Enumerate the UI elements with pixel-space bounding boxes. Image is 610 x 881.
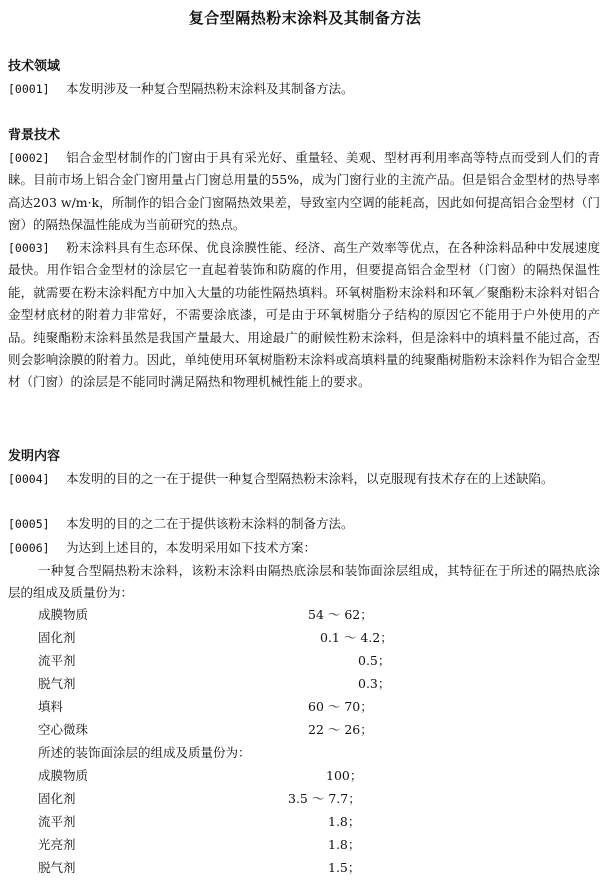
base-coat-row <box>38 650 578 672</box>
component-name: 流平剂 <box>38 653 76 668</box>
paragraph-0005 <box>8 513 600 535</box>
base-coat-row <box>38 627 578 649</box>
component-name: 光亮剂 <box>38 837 76 852</box>
paragraph-number: [0006] <box>8 541 50 555</box>
top-coat-intro: 所述的装饰面涂层的组成及质量份为： <box>38 745 251 760</box>
component-amount: 3.5 ～ 7.7； <box>288 791 361 806</box>
top-coat-row <box>38 788 578 810</box>
component-amount: 100； <box>326 768 363 783</box>
component-amount: 0.1 ～ 4.2； <box>320 630 393 645</box>
paragraph-text: 为达到上述目的，本发明采用如下技术方案： <box>66 540 317 555</box>
component-name: 填料 <box>38 699 64 714</box>
component-name: 流平剂 <box>38 814 76 829</box>
top-coat-row <box>38 834 578 856</box>
paragraph-0003 <box>8 237 600 394</box>
paragraph-text: 本发明涉及一种复合型隔热粉末涂料及其制备方法。 <box>66 81 354 96</box>
component-amount: 0.3； <box>358 676 391 691</box>
paragraph-number: [0005] <box>8 517 50 531</box>
component-name: 空心微珠 <box>38 722 89 737</box>
component-name: 固化剂 <box>38 791 76 806</box>
base-coat-row <box>38 696 578 718</box>
paragraph-0001 <box>8 78 600 100</box>
component-amount: 54 ～ 62； <box>308 607 373 622</box>
component-name: 成膜物质 <box>38 607 89 622</box>
paragraph-text: 粉末涂料具有生态环保、优良涂膜性能、经济、高生产效率等优点，在各种涂料品种中发展速度最快。用作铝合金型材的涂层它一直起着装饰和防腐的作用，但要提高铝合金型材（门窗）的隔热保温性能，就需要在粉末涂料配方中加入大量的功能性隔热填料。环氧树脂粉末涂料和环氧／聚酯粉末涂料对铝合金型材底材的附着力非常好，不需要涂底漆，可是由于环氧树脂分子结构的原因它不能用于户外使用的产品。纯聚酯粉末涂料虽然是我国产量最大、用途最广的耐候性粉末涂料，但是涂料中的填料量不能过高，否则会影响涂膜的附着力。因此，单纯使用环氧树脂粉末涂料或高填料量的纯聚酯树脂粉末涂料作为铝合金型材（门窗）的涂层是不能同时满足隔热和物理机械性能上的要求。 <box>8 240 600 390</box>
component-name: 脱气剂 <box>38 676 76 691</box>
top-coat-row <box>38 811 578 833</box>
component-name: 脱气剂 <box>38 860 76 875</box>
base-coat-row <box>38 719 578 741</box>
component-amount: 0.5； <box>358 653 391 668</box>
component-amount: 1.8； <box>328 814 361 829</box>
section-heading-background: 背景技术 <box>8 128 61 143</box>
top-coat-row <box>38 765 578 787</box>
paragraph-number: [0003] <box>8 241 50 255</box>
component-amount: 22 ～ 26； <box>308 722 373 737</box>
paragraph-number: [0004] <box>8 472 50 486</box>
component-amount: 1.5； <box>328 860 361 875</box>
paragraph-0004 <box>8 468 600 490</box>
paragraph-text: 本发明的目的之二在于提供该粉末涂料的制备方法。 <box>66 516 354 531</box>
paragraph-number: [0001] <box>8 82 50 96</box>
component-amount: 1.8； <box>328 837 361 852</box>
section-heading-invention: 发明内容 <box>8 449 61 464</box>
base-coat-row <box>38 604 578 626</box>
paragraph-0006 <box>8 537 600 559</box>
component-amount: 60 ～ 70； <box>308 699 373 714</box>
document-title: 复合型隔热粉末涂料及其制备方法 <box>188 9 422 27</box>
paragraph-0002 <box>8 147 600 237</box>
component-name: 固化剂 <box>38 630 76 645</box>
component-name: 成膜物质 <box>38 768 89 783</box>
paragraph-number: [0002] <box>8 151 50 165</box>
composition-intro: 一种复合型隔热粉末涂料，该粉末涂料由隔热底涂层和装饰面涂层组成，其特征在于所述的隔热底涂层的组成及质量份为： <box>8 563 600 601</box>
base-coat-row <box>38 673 578 695</box>
top-coat-row <box>38 857 578 879</box>
paragraph-text: 铝合金型材制作的门窗由于具有采光好、重量轻、美观、型材再利用率高等特点而受到人们的青睐。目前市场上铝合金门窗用量占门窗总用量的55%，成为门窗行业的主流产品。但是铝合金型材的热导率高达203 w/m·k，所制作的铝合金门窗隔热效果差，导致室内空调的能耗高，因此如何提高铝合金型材（门窗）的隔热保温性能成为当前研究的热点。 <box>8 150 600 233</box>
section-heading-tech-field: 技术领域 <box>8 59 61 74</box>
paragraph-text: 本发明的目的之一在于提供一种复合型隔热粉末涂料，以克服现有技术存在的上述缺陷。 <box>66 471 554 486</box>
